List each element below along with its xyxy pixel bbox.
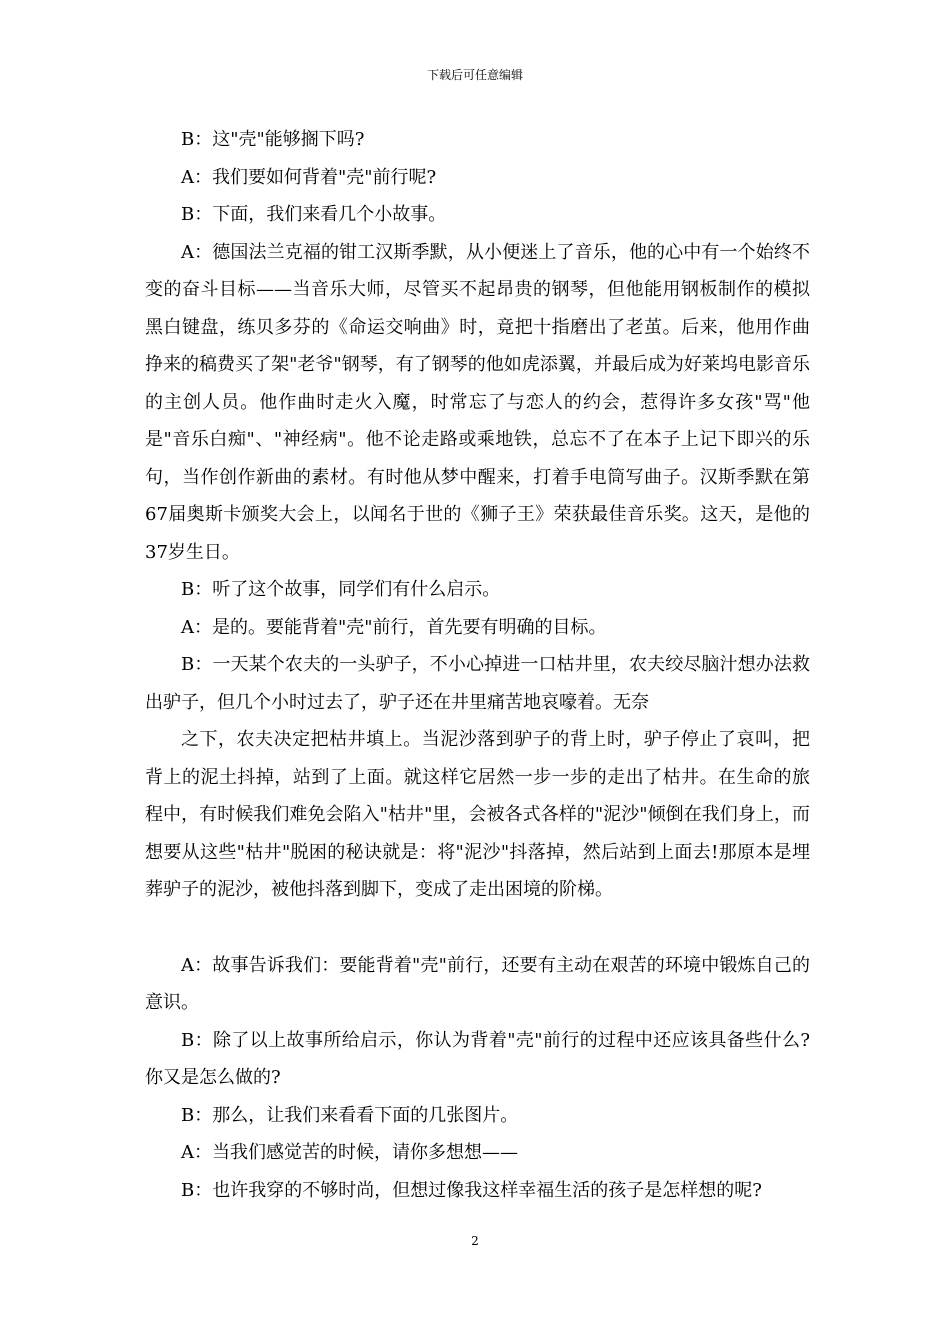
dialogue-paragraph: B：那么，让我们来看看下面的几张图片。 bbox=[181, 1104, 519, 1126]
story-paragraph: 之下，农夫决定把枯井填上。当泥沙落到驴子的背上时，驴子停止了哀叫，把背上的泥土抖掉，站到了上面。就这样它居然一步一步的走出了枯井。在生命的旅程中，有时候我们难免会陷入"枯井"里，会被各式各样的"泥沙"倾倒在我们身上，而想要从这些"枯井"脱困的秘诀就是：将"泥沙"抖落掉，然后站到上面去!那原本是埋葬驴子的泥沙，被他抖落到脚下，变成了走出困境的阶梯。 bbox=[145, 729, 810, 900]
page-header: 下载后可任意编辑 bbox=[426, 68, 523, 82]
story-paragraph: B：一天某个农夫的一头驴子，不小心掉进一口枯井里，农夫绞尽脑汁想办法救出驴子，但几个小时过去了，驴子还在井里痛苦地哀嚎着。无奈 bbox=[145, 654, 810, 713]
dialogue-paragraph: B：除了以上故事所给启示，你认为背着"壳"前行的过程中还应该具备些什么?你又是怎么做的? bbox=[145, 1029, 810, 1088]
dialogue-paragraph: A：是的。要能背着"壳"前行，首先要有明确的目标。 bbox=[181, 616, 607, 638]
dialogue-paragraph: B：这"壳"能够搁下吗? bbox=[181, 129, 365, 150]
dialogue-paragraph: B：听了这个故事，同学们有什么启示。 bbox=[181, 579, 501, 600]
dialogue-paragraph: B：下面，我们来看几个小故事。 bbox=[181, 204, 447, 225]
document-body bbox=[145, 121, 810, 1209]
dialogue-paragraph: A：当我们感觉苦的时候，请你多想想—— bbox=[181, 1142, 518, 1163]
story-paragraph: A：德国法兰克福的钳工汉斯季默，从小便迷上了音乐，他的心中有一个始终不变的奋斗目标——当音乐大师，尽管买不起昂贵的钢琴，但他能用钢板制作的模拟黑白键盘，练贝多芬的《命运交响曲》时，竟把十指磨出了老茧。后来，他用作曲挣来的稿费买了架"老爷"钢琴，有了钢琴的他如虎添翼，并最后成为好莱坞电影音乐的主创人员。他作曲时走火入魔，时常忘了与恋人的约会，惹得许多女孩"骂"他是"音乐白痴"、"神经病"。他不论走路或乘地铁，总忘不了在本子上记下即兴的乐句，当作创作新曲的素材。有时他从梦中醒来，打着手电筒写曲子。汉斯季默在第67届奥斯卡颁奖大会上，以闻名于世的《狮子王》荣获最佳音乐奖。这天，是他的37岁生日。 bbox=[145, 241, 810, 563]
dialogue-paragraph: B：也许我穿的不够时尚，但想过像我这样幸福生活的孩子是怎样想的呢? bbox=[181, 1179, 762, 1201]
dialogue-paragraph: A：故事告诉我们：要能背着"壳"前行，还要有主动在艰苦的环境中锻炼自己的意识。 bbox=[145, 954, 810, 1013]
dialogue-paragraph: A：我们要如何背着"壳"前行呢? bbox=[181, 166, 437, 188]
page-number: 2 bbox=[471, 1234, 479, 1248]
